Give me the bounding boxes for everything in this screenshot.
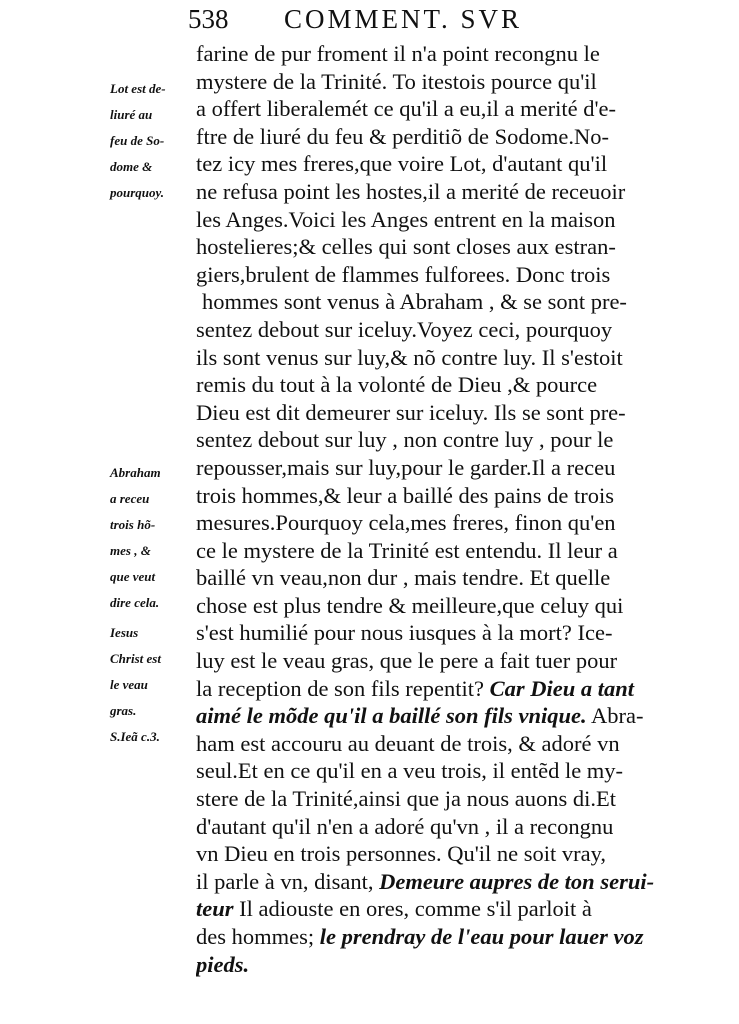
- text-line: [196, 344, 672, 372]
- italic-quotation: Car Dieu a tant: [489, 675, 635, 701]
- text-segment: ce le mystere de la Trinité est entendu. Il leur a: [196, 537, 618, 563]
- text-line: [196, 426, 672, 454]
- text-line: [196, 288, 672, 316]
- text-line: [196, 482, 672, 510]
- margin-note-line: pourquoy.: [110, 185, 165, 200]
- text-line: [196, 399, 672, 427]
- margin-note-line: liuré au: [110, 107, 153, 122]
- text-segment: d'autant qu'il n'en a adoré qu'vn , il a recongnu: [196, 813, 614, 839]
- text-line: [196, 757, 672, 785]
- text-segment: giers,brulent de flammes fulforees. Donc trois: [196, 261, 611, 287]
- text-segment: la reception de son fils repentit?: [196, 675, 490, 701]
- italic-quotation: pieds.: [196, 951, 250, 977]
- text-line: [196, 95, 672, 123]
- text-segment: hommes sont venus à Abraham , & se sont pre-: [202, 289, 627, 315]
- margin-note-line: dire cela.: [110, 595, 160, 610]
- text-segment: ftre de liuré du feu & perditiõ de Sodome.No-: [196, 123, 610, 149]
- text-segment: mystere de la Trinité. To itestois pource qu'il: [196, 68, 597, 94]
- margin-note: [110, 460, 161, 616]
- text-segment: ham est accouru au deuant de trois, & adoré vn: [196, 730, 620, 756]
- text-line: [196, 178, 672, 206]
- margin-note-line: gras.: [110, 703, 137, 718]
- text-segment: les Anges.Voici les Anges entrent en la maison: [196, 206, 616, 232]
- text-segment: stere de la Trinité,ainsi que ja nous auons di.Et: [196, 786, 616, 812]
- text-segment: chose est plus tendre & meilleure,que celuy qui: [196, 592, 624, 618]
- text-line: [196, 813, 672, 841]
- main-text-column: [196, 40, 672, 978]
- text-line: [196, 951, 672, 979]
- text-segment: hostelieres;& celles qui sont closes aux estran-: [196, 234, 616, 260]
- text-segment: Abra-: [586, 703, 644, 729]
- text-line: [196, 233, 672, 261]
- italic-quotation: aimé le mõde qu'il a baillé son fils vnique.: [196, 703, 587, 729]
- text-line: [196, 316, 672, 344]
- margin-note-line: Abraham: [110, 465, 161, 480]
- text-line: [196, 509, 672, 537]
- text-line: [196, 261, 672, 289]
- text-line: [196, 68, 672, 96]
- margin-note-line: dome &: [110, 159, 153, 174]
- text-segment: trois hommes,& leur a baillé des pains de trois: [196, 482, 615, 508]
- text-segment: mesures.Pourquoy cela,mes freres, finon qu'en: [196, 510, 616, 536]
- text-segment: sentez debout sur luy , non contre luy , pour le: [196, 427, 614, 453]
- text-line: [196, 647, 672, 675]
- text-line: [196, 40, 672, 68]
- text-segment: repousser,mais sur luy,pour le garder.Il a receu: [196, 454, 616, 480]
- text-line: [196, 895, 672, 923]
- text-line: [196, 730, 672, 758]
- italic-quotation: teur: [196, 896, 234, 922]
- text-segment: il parle à vn, disant,: [196, 868, 380, 894]
- text-segment: farine de pur froment il n'a point recongnu le: [196, 41, 600, 66]
- text-line: [196, 592, 672, 620]
- text-segment: luy est le veau gras, que le pere a fait tuer pour: [196, 648, 618, 674]
- margin-note-line: trois hõ-: [110, 517, 156, 532]
- margin-note-line: Christ est: [110, 651, 161, 666]
- text-line: [196, 840, 672, 868]
- margin-note-line: S.Ieã c.3.: [110, 729, 160, 744]
- margin-note-line: le veau: [110, 677, 148, 692]
- text-segment: des hommes;: [196, 924, 320, 949]
- page-number: 538: [188, 4, 229, 34]
- text-segment: a offert liberalemét ce qu'il a eu,il a merité d'e-: [196, 96, 616, 122]
- text-segment: Il adiouste en ores, comme s'il parloit à: [233, 896, 592, 922]
- text-segment: ne refusa point les hostes,il a merité de receuoir: [196, 178, 626, 204]
- text-segment: sentez debout sur iceluy.Voyez ceci, pourquoy: [196, 316, 613, 342]
- text-line: [196, 371, 672, 399]
- text-segment: vn Dieu en trois personnes. Qu'il ne soit vray,: [196, 841, 607, 867]
- margin-note-line: mes , &: [110, 543, 151, 558]
- text-segment: s'est humilié pour nous iusques à la mort? Ice-: [196, 620, 613, 646]
- margin-note-line: que veut: [110, 569, 156, 584]
- text-line: [196, 702, 672, 730]
- text-segment: baillé vn veau,non dur , mais tendre. Et quelle: [196, 565, 611, 591]
- text-segment: remis du tout à la volonté de Dieu ,& pource: [196, 372, 598, 398]
- text-line: [196, 206, 672, 234]
- text-line: [196, 785, 672, 813]
- text-line: [196, 123, 672, 151]
- text-line: [196, 564, 672, 592]
- italic-quotation: Demeure aupres de ton serui-: [379, 868, 655, 894]
- margin-note-line: Lot est de-: [110, 81, 166, 96]
- margin-note-line: a receu: [110, 491, 150, 506]
- text-line: [196, 537, 672, 565]
- italic-quotation: le prendray de l'eau pour lauer voz: [319, 924, 644, 949]
- running-title: COMMENT. SVR: [284, 4, 523, 34]
- text-segment: tez icy mes freres,que voire Lot, d'autant qu'il: [196, 151, 608, 177]
- text-line: [196, 868, 672, 896]
- text-segment: ils sont venus sur luy,& nõ contre luy. Il s'estoit: [196, 344, 623, 370]
- margin-note-line: feu de So-: [110, 133, 165, 148]
- margin-note-line: Iesus: [110, 625, 139, 640]
- margin-note: [110, 620, 161, 750]
- text-line: [196, 923, 672, 951]
- margin-note: [110, 76, 166, 206]
- text-line: [196, 675, 672, 703]
- text-segment: Dieu est dit demeurer sur iceluy. Ils se sont pre-: [196, 399, 626, 425]
- text-segment: seul.Et en ce qu'il en a veu trois, il entẽd le my-: [196, 758, 624, 784]
- text-line: [196, 454, 672, 482]
- text-line: [196, 619, 672, 647]
- text-line: [196, 150, 672, 178]
